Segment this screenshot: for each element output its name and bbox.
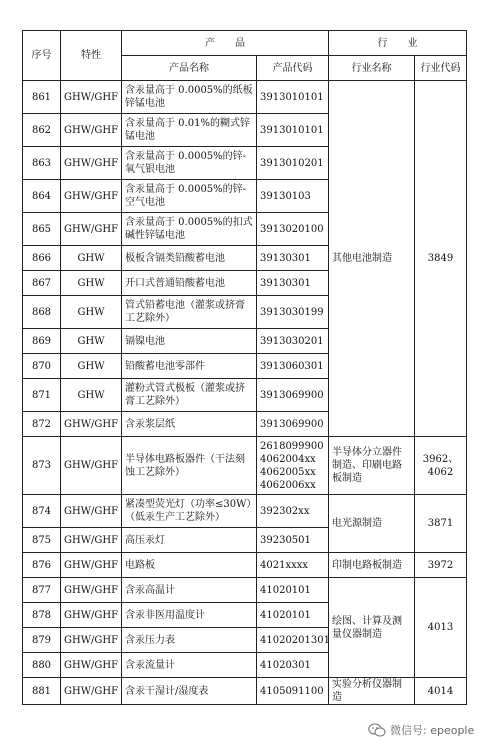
table-row [23, 81, 467, 114]
industry-code-cell: 4014 [415, 678, 467, 705]
feature-cell: GHW/GHF [61, 180, 122, 213]
feature-cell: GHW [61, 296, 122, 329]
industry-code-cell: 3972 [415, 553, 467, 578]
seq-cell: 863 [23, 147, 61, 180]
seq-cell: 881 [23, 678, 61, 705]
product-code-cell: 39130103 [257, 180, 329, 213]
feature-cell: GHW/GHF [61, 678, 122, 705]
header-industry-name: 行业名称 [329, 56, 415, 81]
product-code-cell: 41020101 [257, 603, 329, 628]
product-name-cell: 半导体电路板器件（干法刻蚀工艺除外） [122, 437, 257, 495]
industry-code-cell: 3849 [415, 81, 467, 437]
product-name-cell: 含汞量高于 0.0005%的锌-氧气银电池 [122, 147, 257, 180]
industry-name-cell: 半导体分立器件制造、印刷电路板制造 [329, 437, 415, 495]
table-row [23, 578, 467, 603]
watermark-text: 微信号: epeople [390, 724, 475, 737]
header-product-name: 产品名称 [122, 56, 257, 81]
feature-cell: GHW/GHF [61, 81, 122, 114]
product-code-cell: 4105091100 [257, 678, 329, 705]
table-row [23, 553, 467, 578]
feature-cell: GHW/GHF [61, 213, 122, 246]
feature-cell: GHW/GHF [61, 628, 122, 653]
header-product-code: 产品代码 [257, 56, 329, 81]
product-name-cell: 含汞量高于 0.01%的糊式锌锰电池 [122, 114, 257, 147]
seq-cell: 879 [23, 628, 61, 653]
product-code-cell: 41020301 [257, 653, 329, 678]
product-name-cell: 铅酸蓄电池零部件 [122, 354, 257, 379]
seq-cell: 880 [23, 653, 61, 678]
watermark [368, 722, 474, 738]
header-industry-code: 行业代码 [415, 56, 467, 81]
product-name-cell: 含汞流量计 [122, 653, 257, 678]
seq-cell: 872 [23, 412, 61, 437]
product-code-cell: 3913020100 [257, 213, 329, 246]
header-product-group: 产 品 [122, 31, 329, 56]
product-name-cell: 含汞浆层纸 [122, 412, 257, 437]
feature-cell: GHW/GHF [61, 528, 122, 553]
seq-cell: 865 [23, 213, 61, 246]
product-name-cell: 电路板 [122, 553, 257, 578]
seq-cell: 878 [23, 603, 61, 628]
feature-cell: GHW/GHF [61, 603, 122, 628]
product-code-cell: 2618099900 4062004xx 4062005xx 4062006xx [257, 437, 329, 495]
feature-cell: GHW [61, 354, 122, 379]
feature-cell: GHW/GHF [61, 578, 122, 603]
product-code-cell: 3913010201 [257, 147, 329, 180]
seq-cell: 876 [23, 553, 61, 578]
product-name-cell: 含汞压力表 [122, 628, 257, 653]
product-name-cell: 灌粉式管式极板（灌浆或挤膏工艺除外） [122, 379, 257, 412]
pollution-product-table [22, 30, 467, 705]
product-name-cell: 管式铅蓄电池（灌浆或挤膏工艺除外） [122, 296, 257, 329]
industry-name-cell: 印制电路板制造 [329, 553, 415, 578]
feature-cell: GHW [61, 329, 122, 354]
product-code-cell: 3913010101 [257, 114, 329, 147]
product-code-cell: 3913069900 [257, 379, 329, 412]
feature-cell: GHW/GHF [61, 495, 122, 528]
product-code-cell: 3913010101 [257, 81, 329, 114]
seq-cell: 875 [23, 528, 61, 553]
feature-cell: GHW [61, 271, 122, 296]
seq-cell: 871 [23, 379, 61, 412]
seq-cell: 874 [23, 495, 61, 528]
product-name-cell: 含汞干湿计/湿度表 [122, 678, 257, 705]
industry-code-cell: 3962、4062 [415, 437, 467, 495]
product-code-cell: 39230501 [257, 528, 329, 553]
seq-cell: 873 [23, 437, 61, 495]
header-industry-group: 行 业 [329, 31, 467, 56]
table-row [23, 678, 467, 705]
industry-name-cell: 实验分析仪器制造 [329, 678, 415, 705]
industry-name-cell: 绘图、计算及测量仪器制造 [329, 578, 415, 678]
product-name-cell: 极板含镉类铅酸蓄电池 [122, 246, 257, 271]
seq-cell: 862 [23, 114, 61, 147]
industry-name-cell: 其他电池制造 [329, 81, 415, 437]
seq-cell: 861 [23, 81, 61, 114]
seq-cell: 867 [23, 271, 61, 296]
seq-cell: 877 [23, 578, 61, 603]
product-name-cell: 含汞量高于 0.0005%的锌-空气电池 [122, 180, 257, 213]
product-code-cell: 392302xx [257, 495, 329, 528]
product-code-cell: 39130301 [257, 271, 329, 296]
feature-cell: GHW [61, 246, 122, 271]
industry-code-cell: 3871 [415, 495, 467, 553]
product-code-cell: 3913069900 [257, 412, 329, 437]
product-name-cell: 含汞量高于 0.0005%的纸板锌锰电池 [122, 81, 257, 114]
feature-cell: GHW/GHF [61, 114, 122, 147]
wechat-icon [368, 723, 386, 738]
seq-cell: 868 [23, 296, 61, 329]
header-seq: 序号 [23, 31, 61, 81]
feature-cell: GHW/GHF [61, 553, 122, 578]
header-feature: 特性 [61, 31, 122, 81]
product-code-cell: 3913030199 [257, 296, 329, 329]
product-name-cell: 含汞高温计 [122, 578, 257, 603]
product-code-cell: 41020201301 [257, 628, 329, 653]
seq-cell: 870 [23, 354, 61, 379]
product-name-cell: 含汞量高于 0.0005%的扣式碱性锌锰电池 [122, 213, 257, 246]
seq-cell: 864 [23, 180, 61, 213]
product-name-cell: 含汞非医用温度计 [122, 603, 257, 628]
feature-cell: GHW/GHF [61, 412, 122, 437]
seq-cell: 866 [23, 246, 61, 271]
product-name-cell: 紧凑型荧光灯（功率≤30W）（低汞生产工艺除外） [122, 495, 257, 528]
feature-cell: GHW/GHF [61, 437, 122, 495]
product-code-cell: 39130301 [257, 246, 329, 271]
feature-cell: GHW/GHF [61, 147, 122, 180]
product-code-cell: 41020101 [257, 578, 329, 603]
table-row [23, 437, 467, 495]
product-name-cell: 高压汞灯 [122, 528, 257, 553]
product-name-cell: 开口式普通铅酸蓄电池 [122, 271, 257, 296]
product-code-cell: 3913030201 [257, 329, 329, 354]
product-code-cell: 4021xxxx [257, 553, 329, 578]
product-name-cell: 镉镍电池 [122, 329, 257, 354]
feature-cell: GHW [61, 379, 122, 412]
industry-code-cell: 4013 [415, 578, 467, 678]
feature-cell: GHW/GHF [61, 653, 122, 678]
seq-cell: 869 [23, 329, 61, 354]
product-code-cell: 3913060301 [257, 354, 329, 379]
table-row [23, 495, 467, 528]
industry-name-cell: 电光源制造 [329, 495, 415, 553]
